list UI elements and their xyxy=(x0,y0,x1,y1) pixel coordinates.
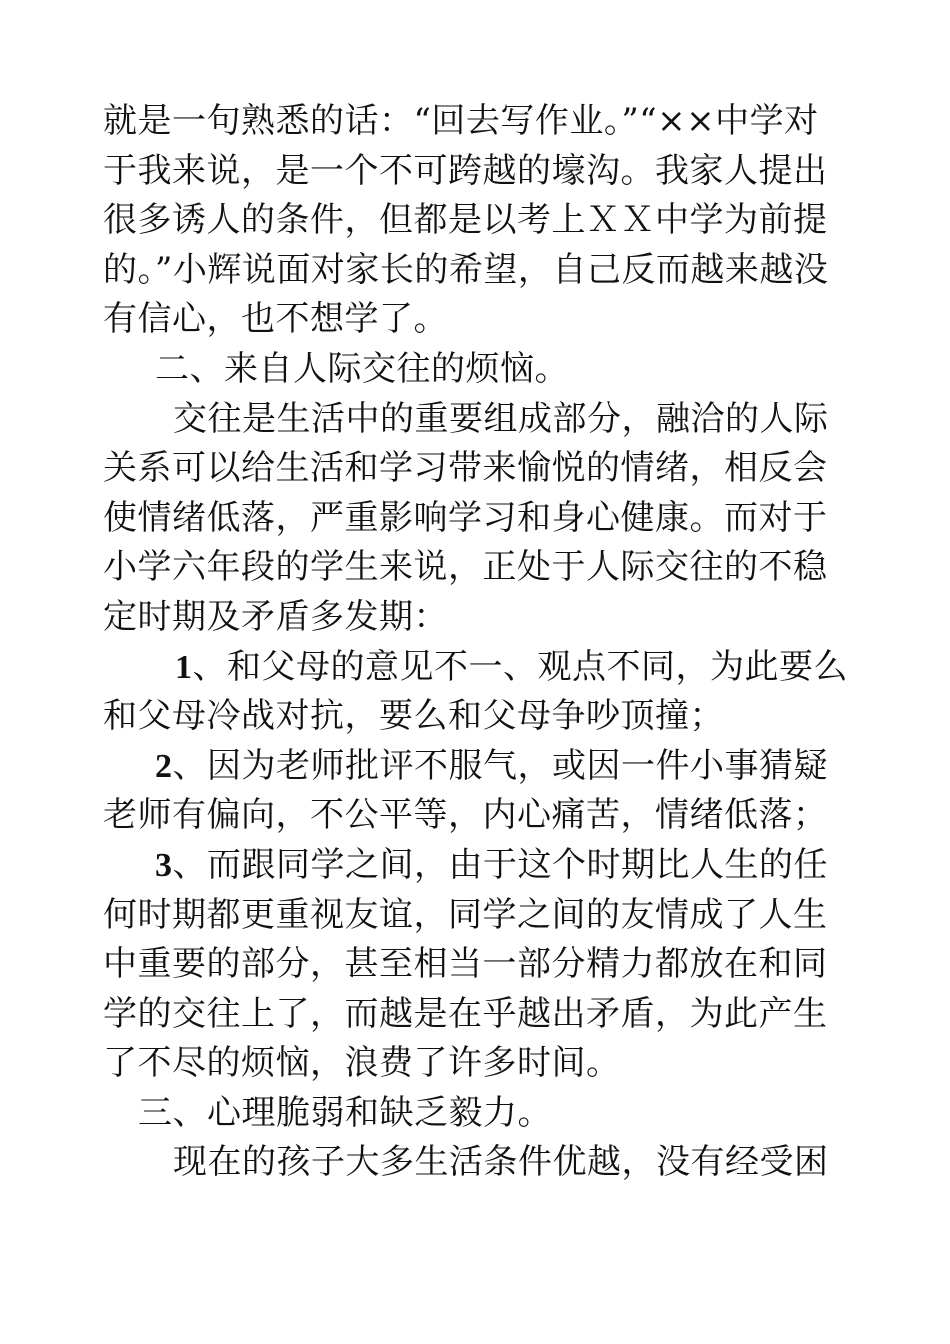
text-line: 就是一句熟悉的话：“回去写作业。”“××中学对 xyxy=(103,101,819,141)
list-number: 2 xyxy=(155,747,173,785)
text-line: 中重要的部分，甚至相当一部分精力都放在和同 xyxy=(103,944,828,985)
text-line: 有信心，也不想学了。 xyxy=(103,299,448,340)
list-item xyxy=(103,742,848,792)
text-line: 小学六年段的学生来说，正处于人际交往的不稳 xyxy=(103,547,828,588)
text-line: 何时期都更重视友谊，同学之间的友情成了人生 xyxy=(103,894,828,935)
list-item-text: 、因为老师批评不服气，或因一件小事猜疑 xyxy=(172,745,828,786)
text-line: 使情绪低落，严重影响学习和身心健康。而对于 xyxy=(103,497,828,538)
text-line: 于我来说，是一个不可跨越的壕沟。我家人提出 xyxy=(103,150,828,191)
text-line: 定时期及矛盾多发期： xyxy=(103,596,448,637)
list-number: 3 xyxy=(155,846,173,884)
list-item-text: 、和父母的意见不一、观点不同，为此要么 xyxy=(192,646,848,687)
text-line: 很多诱人的条件，但都是以考上ＸＸ中学为前提 xyxy=(103,200,828,241)
list-item xyxy=(103,841,848,891)
list-number: 1 xyxy=(175,648,193,686)
text-line: 现在的孩子大多生活条件优越，没有经受困 xyxy=(173,1142,829,1183)
text-line: 学的交往上了，而越是在乎越出矛盾，为此产生 xyxy=(103,993,828,1034)
text-line: 的。”小辉说面对家长的希望，自己反而越来越没 xyxy=(103,249,829,290)
text-line: 交往是生活中的重要组成部分，融洽的人际 xyxy=(173,398,829,439)
list-item xyxy=(103,643,848,693)
list-item-text: 、而跟同学之间，由于这个时期比人生的任 xyxy=(172,844,828,885)
text-line: 关系可以给生活和学习带来愉悦的情绪，相反会 xyxy=(103,448,828,489)
section-heading: 二、来自人际交往的烦恼。 xyxy=(155,348,569,389)
body-text xyxy=(103,97,848,1188)
text-line: 和父母冷战对抗，要么和父母争吵顶撞； xyxy=(103,696,724,737)
text-line: 了不尽的烦恼，浪费了许多时间。 xyxy=(103,1043,621,1084)
section-heading: 三、心理脆弱和缺乏毅力。 xyxy=(138,1092,552,1133)
text-line: 老师有偏向，不公平等，内心痛苦，情绪低落； xyxy=(103,795,828,836)
